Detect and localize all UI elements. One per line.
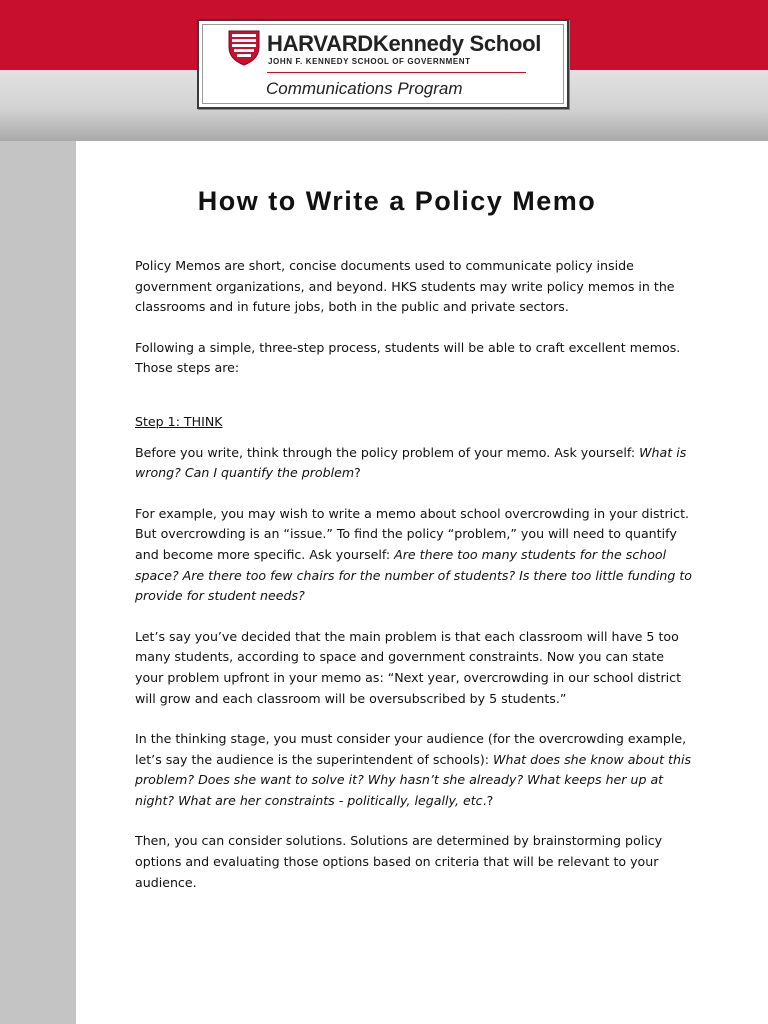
think-text: Before you write, think through the policy problem of your memo. Ask yourself: <box>135 444 640 460</box>
example-paragraph <box>135 504 695 607</box>
logo-divider <box>267 72 526 73</box>
left-margin-bar <box>0 141 76 1024</box>
think-paragraph <box>135 443 695 484</box>
program-name: Communications Program <box>266 79 463 98</box>
org-subtitle: JOHN F. KENNEDY SCHOOL OF GOVERNMENT <box>268 57 471 66</box>
org-name-rest: Kennedy School <box>372 31 542 56</box>
think-question: What is wrong? Can I quantify the problem <box>135 444 687 481</box>
audience-end: .? <box>482 792 494 808</box>
problem-statement-paragraph: Let’s say you’ve decided that the main problem is that each classroom will have 5 too many students, according to space and government constraints. Now you can state your problem upfront in your memo as: “Next year, overcrowding in our school district will grow and each classroom will be oversubscribed by 5 students.” <box>135 628 682 706</box>
document-title: How to Write a Policy Memo <box>197 186 597 216</box>
audience-questions: What does she know about this problem? Does she want to solve it? Why hasn’t she already? What keeps her up at night? What are her constraints - politically, legally, etc <box>135 751 692 808</box>
audience-paragraph <box>135 729 695 811</box>
org-name-bold: HARVARD <box>267 31 373 56</box>
audience-text: In the thinking stage, you must consider your audience (for the overcrowding example, let’s say the audience is the superintendent of schools): <box>135 731 687 767</box>
step-1-heading: Step 1: THINK <box>135 413 223 429</box>
intro-paragraph: Policy Memos are short, concise documents used to communicate policy inside government organizations, and beyond. HKS students may write policy memos in the classrooms and in future jobs, both in the public and private sectors. <box>135 258 675 315</box>
harvard-shield-icon <box>228 30 260 66</box>
org-name <box>267 31 541 57</box>
example-text: For example, you may wish to write a memo about school overcrowding in your district. But overcrowding is an “issue.” To find the policy “problem,” you will need to quantify and become more specific. Ask yourself: <box>135 505 690 562</box>
hks-logo-box <box>197 19 569 109</box>
example-questions: Are there too many students for the school space? Are there too few chairs for the number of students? Is there too little funding to provide for student needs? <box>135 546 693 604</box>
think-end: ? <box>354 465 361 481</box>
solutions-paragraph: Then, you can consider solutions. Solutions are determined by brainstorming policy options and evaluating those options based on criteria that will be relevant to your audience. <box>135 833 663 890</box>
document-body <box>135 256 695 893</box>
steps-intro-paragraph: Following a simple, three-step process, students will be able to craft excellent memos. Those steps are: <box>135 339 681 376</box>
